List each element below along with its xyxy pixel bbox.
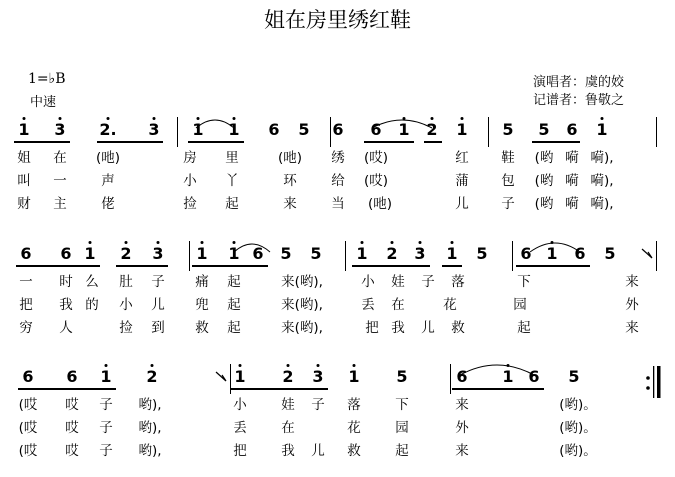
high-octave-dot xyxy=(403,117,406,120)
high-octave-dot xyxy=(431,117,434,120)
lyric-syllable: 把 xyxy=(233,443,247,459)
note: 1 xyxy=(18,120,30,139)
beam-underline xyxy=(532,141,580,143)
note: 1 xyxy=(100,367,112,386)
high-octave-dot xyxy=(461,117,464,120)
note: 5 xyxy=(476,244,488,263)
high-octave-dot xyxy=(151,364,154,367)
beam-underline xyxy=(424,141,442,143)
high-octave-dot xyxy=(201,241,204,244)
lyric-syllable: (哎) xyxy=(363,150,389,166)
note: 5 xyxy=(568,367,580,386)
note: 6 xyxy=(528,367,540,386)
note: 6 xyxy=(332,120,344,139)
note: 6 xyxy=(574,244,586,263)
beam-underline xyxy=(452,388,544,390)
lyric-syllable: 声 xyxy=(101,173,115,189)
lyric-syllable: 在 xyxy=(391,297,405,313)
high-octave-dot xyxy=(361,241,364,244)
lyric-syllable: 包 xyxy=(501,173,515,189)
lyric-syllable: 来 xyxy=(283,196,297,212)
final-barline-thick xyxy=(657,366,661,398)
slur xyxy=(460,365,534,375)
lyric-syllable: 嗬), xyxy=(590,196,614,212)
barline xyxy=(656,241,657,271)
note: 5 xyxy=(502,120,514,139)
key-signature: 1=♭B xyxy=(28,71,66,87)
beam-underline xyxy=(18,388,116,390)
lyric-syllable: 娃 xyxy=(281,397,295,413)
lyric-syllable: 嗬), xyxy=(590,150,614,166)
note: 3 xyxy=(148,120,160,139)
barline xyxy=(189,241,190,271)
lyric-syllable: 起 xyxy=(225,196,239,212)
lyric-syllable: 里 xyxy=(225,150,239,166)
lyric-syllable: 叫 xyxy=(17,173,31,189)
lyric-syllable: 儿 xyxy=(455,196,469,212)
lyric-syllable: (吔) xyxy=(95,150,121,166)
note: 5 xyxy=(604,244,616,263)
note: 1 xyxy=(196,244,208,263)
note: 3 xyxy=(54,120,66,139)
lyric-syllable: 当 xyxy=(331,196,345,212)
lyric-syllable: 绣 xyxy=(331,150,345,166)
lyric-syllable: 救 xyxy=(347,443,361,459)
lyric-syllable: 痛 xyxy=(195,274,209,290)
lyric-syllable: (哟 xyxy=(534,196,554,212)
high-octave-dot xyxy=(551,241,554,244)
lyric-syllable: 我 xyxy=(59,297,73,313)
lyric-syllable: 子 xyxy=(311,397,325,413)
lyric-syllable: 在 xyxy=(281,420,295,436)
high-octave-dot xyxy=(287,364,290,367)
lyric-syllable: 哟), xyxy=(138,420,162,436)
lyric-syllable: 把 xyxy=(19,297,33,313)
singer-credit: 演唱者：虞的姣 xyxy=(533,75,625,90)
final-barline xyxy=(653,366,654,398)
high-octave-dot xyxy=(391,241,394,244)
note: 6 xyxy=(22,367,34,386)
song-title: 姐在房里绣红鞋 xyxy=(264,8,411,32)
lyric-syllable: 起 xyxy=(517,320,531,336)
note: 1 xyxy=(228,244,240,263)
lyric-syllable: 肚 xyxy=(119,274,133,290)
note: 1 xyxy=(502,367,514,386)
lyric-syllable: 小 xyxy=(183,173,197,189)
lyric-syllable: 把 xyxy=(365,320,379,336)
lyric-syllable: 捡 xyxy=(183,196,197,212)
lyric-syllable: 在 xyxy=(53,150,67,166)
lyric-syllable: 起 xyxy=(227,274,241,290)
note: 1 xyxy=(192,120,204,139)
lyric-syllable: 外 xyxy=(625,297,639,313)
barline xyxy=(450,364,451,394)
lyric-syllable: 丢 xyxy=(361,297,375,313)
lyric-syllable: 蒲 xyxy=(455,173,469,189)
note: 1 xyxy=(546,244,558,263)
lyric-syllable: 丢 xyxy=(233,420,247,436)
note: 5 xyxy=(310,244,322,263)
note: 6 xyxy=(566,120,578,139)
notation-credit: 记谱者：鲁敬之 xyxy=(533,93,625,108)
lyric-syllable: 一 xyxy=(53,173,67,189)
note: 5 xyxy=(280,244,292,263)
lyric-syllable: 给 xyxy=(331,173,345,189)
note: 5 xyxy=(396,367,408,386)
lyric-syllable: (吔) xyxy=(277,150,303,166)
note: 2 xyxy=(120,244,132,263)
high-octave-dot xyxy=(59,117,62,120)
lyric-syllable: 我 xyxy=(391,320,405,336)
lyric-syllable: 一 xyxy=(19,274,33,290)
lyric-syllable: 人 xyxy=(59,320,73,336)
lyric-syllable: 哎 xyxy=(65,420,79,436)
note: 2. xyxy=(99,120,117,139)
lyric-syllable: 哟), xyxy=(138,443,162,459)
tempo-marking: 中速 xyxy=(30,95,57,110)
lyric-syllable: 儿 xyxy=(421,320,435,336)
lyric-syllable: 我 xyxy=(281,443,295,459)
lyric-syllable: 起 xyxy=(395,443,409,459)
lyric-syllable: 丫 xyxy=(225,173,239,189)
lyric-syllable: (吔) xyxy=(367,196,393,212)
beam-underline xyxy=(364,141,414,143)
note: 1 xyxy=(234,367,246,386)
high-octave-dot xyxy=(451,241,454,244)
lyric-syllable: 主 xyxy=(53,196,67,212)
lyric-syllable: 鞋 xyxy=(501,150,515,166)
high-octave-dot xyxy=(419,241,422,244)
lyric-syllable: 哟), xyxy=(138,397,162,413)
beam-underline xyxy=(516,265,590,267)
lyric-syllable: 子 xyxy=(99,397,113,413)
note: 6 xyxy=(370,120,382,139)
lyric-syllable: 嗬 xyxy=(565,196,579,212)
beam-underline xyxy=(97,141,163,143)
high-octave-dot xyxy=(157,241,160,244)
note: 5 xyxy=(538,120,550,139)
high-octave-dot xyxy=(107,117,110,120)
note: 1 xyxy=(84,244,96,263)
lyric-syllable: (哎 xyxy=(18,420,38,436)
lyric-syllable: (哟)。 xyxy=(559,443,597,459)
lyric-syllable: (哎 xyxy=(18,397,38,413)
lyric-syllable: 儿 xyxy=(311,443,325,459)
beam-underline xyxy=(14,141,70,143)
lyric-syllable: 来 xyxy=(455,397,469,413)
lyric-syllable: 佬 xyxy=(101,196,115,212)
beam-underline xyxy=(352,265,430,267)
barline xyxy=(345,241,346,271)
lyric-syllable: 来(哟), xyxy=(281,274,323,290)
beam-underline xyxy=(16,265,100,267)
lyric-syllable: 儿 xyxy=(151,297,165,313)
note: 6 xyxy=(60,244,72,263)
lyric-syllable: 花 xyxy=(443,297,457,313)
lyric-syllable: 小 xyxy=(233,397,247,413)
lyric-syllable: 救 xyxy=(195,320,209,336)
lyric-syllable: 捡 xyxy=(119,320,133,336)
lyric-syllable: 落 xyxy=(451,274,465,290)
lyric-syllable: 小 xyxy=(119,297,133,313)
breath-mark xyxy=(642,249,652,258)
lyric-syllable: (哟)。 xyxy=(559,420,597,436)
lyric-syllable: (哟)。 xyxy=(559,397,597,413)
lyric-syllable: 嗬 xyxy=(565,173,579,189)
lyric-syllable: 外 xyxy=(455,420,469,436)
barline xyxy=(488,117,489,147)
lyric-syllable: 娃 xyxy=(391,274,405,290)
note: 6 xyxy=(252,244,264,263)
note: 1 xyxy=(596,120,608,139)
beam-underline xyxy=(192,265,268,267)
note: 3 xyxy=(152,244,164,263)
note: 2 xyxy=(282,367,294,386)
lyric-syllable: 起 xyxy=(227,297,241,313)
note: 2 xyxy=(426,120,438,139)
high-octave-dot xyxy=(105,364,108,367)
lyric-syllable: 下 xyxy=(517,274,531,290)
lyric-syllable: 时 xyxy=(59,274,73,290)
lyric-syllable: (哟 xyxy=(534,173,554,189)
high-octave-dot xyxy=(153,117,156,120)
beam-underline xyxy=(116,265,168,267)
lyric-syllable: 花 xyxy=(347,420,361,436)
note: 1 xyxy=(348,367,360,386)
note: 1 xyxy=(456,120,468,139)
high-octave-dot xyxy=(233,241,236,244)
high-octave-dot xyxy=(23,117,26,120)
high-octave-dot xyxy=(317,364,320,367)
repeat-dot xyxy=(646,376,650,380)
note: 1 xyxy=(228,120,240,139)
lyric-syllable: 子 xyxy=(99,443,113,459)
note: 6 xyxy=(520,244,532,263)
note: 6 xyxy=(20,244,32,263)
note: 6 xyxy=(268,120,280,139)
note: 2 xyxy=(386,244,398,263)
high-octave-dot xyxy=(507,364,510,367)
beam-underline xyxy=(230,388,328,390)
note: 3 xyxy=(312,367,324,386)
note: 6 xyxy=(66,367,78,386)
lyric-syllable: 财 xyxy=(17,196,31,212)
beam-underline xyxy=(442,265,462,267)
lyric-syllable: 来 xyxy=(625,274,639,290)
high-octave-dot xyxy=(239,364,242,367)
barline xyxy=(330,117,331,147)
lyric-syllable: 环 xyxy=(283,173,297,189)
note: 3 xyxy=(414,244,426,263)
note: 1 xyxy=(398,120,410,139)
lyric-syllable: 房 xyxy=(183,150,197,166)
barline xyxy=(512,241,513,271)
lyric-syllable: 来 xyxy=(455,443,469,459)
lyric-syllable: 兜 xyxy=(195,297,209,313)
lyric-syllable: 子 xyxy=(501,196,515,212)
lyric-syllable: 的 xyxy=(85,297,99,313)
lyric-syllable: 园 xyxy=(513,297,527,313)
lyric-syllable: 红 xyxy=(455,150,469,166)
lyric-syllable: (哎) xyxy=(363,173,389,189)
high-octave-dot xyxy=(125,241,128,244)
note: 6 xyxy=(456,367,468,386)
barline xyxy=(177,117,178,147)
high-octave-dot xyxy=(89,241,92,244)
lyric-syllable: 小 xyxy=(361,274,375,290)
lyric-syllable: 嗬 xyxy=(565,150,579,166)
lyric-syllable: 来(哟), xyxy=(281,320,323,336)
lyric-syllable: 到 xyxy=(151,320,165,336)
lyric-syllable: 么 xyxy=(85,274,99,290)
barline xyxy=(656,117,657,147)
lyric-syllable: (哟 xyxy=(534,150,554,166)
lyric-syllable: 来(哟), xyxy=(281,297,323,313)
lyric-syllable: 嗬), xyxy=(590,173,614,189)
lyric-syllable: 哎 xyxy=(65,397,79,413)
lyric-syllable: 子 xyxy=(421,274,435,290)
note: 2 xyxy=(146,367,158,386)
lyric-syllable: 子 xyxy=(99,420,113,436)
note: 1 xyxy=(446,244,458,263)
lyric-syllable: (哎 xyxy=(18,443,38,459)
lyric-syllable: 救 xyxy=(451,320,465,336)
breath-mark xyxy=(216,372,226,381)
barline xyxy=(230,364,231,394)
high-octave-dot xyxy=(353,364,356,367)
lyric-syllable: 园 xyxy=(395,420,409,436)
lyric-syllable: 下 xyxy=(395,397,409,413)
lyric-syllable: 哎 xyxy=(65,443,79,459)
beam-underline xyxy=(188,141,244,143)
high-octave-dot xyxy=(233,117,236,120)
note: 5 xyxy=(298,120,310,139)
lyric-syllable: 落 xyxy=(347,397,361,413)
high-octave-dot xyxy=(601,117,604,120)
lyric-syllable: 起 xyxy=(227,320,241,336)
note: 1 xyxy=(356,244,368,263)
lyric-syllable: 姐 xyxy=(17,150,31,166)
lyric-syllable: 来 xyxy=(625,320,639,336)
high-octave-dot xyxy=(197,117,200,120)
lyric-syllable: 穷 xyxy=(19,320,33,336)
lyric-syllable: 子 xyxy=(151,274,165,290)
repeat-dot xyxy=(646,386,650,390)
